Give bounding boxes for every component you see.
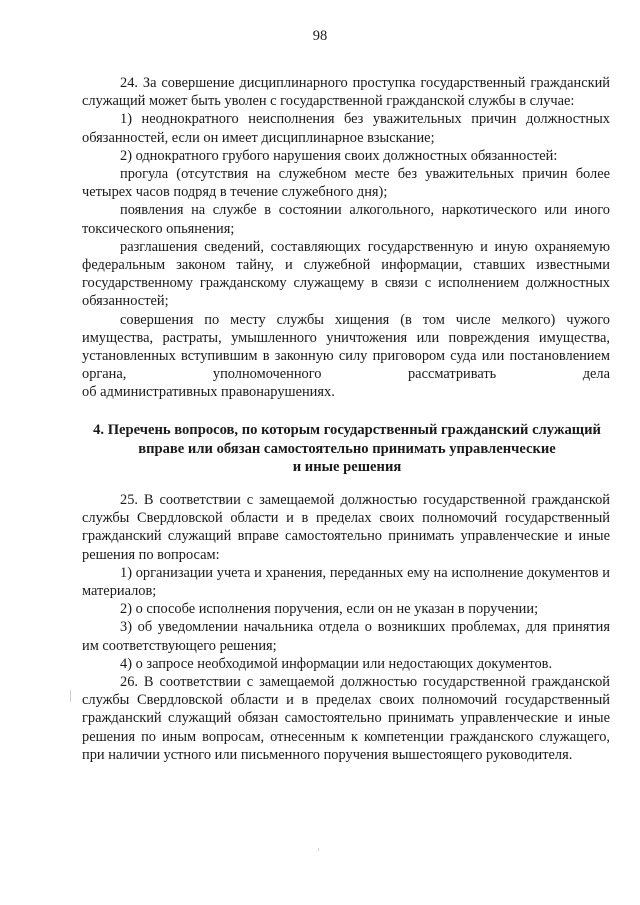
scan-mark [70, 690, 71, 702]
paragraph-24-item-truancy: прогула (отсутствия на служебном месте без уважительных причин более четырех часов подряд в течение служебного дня); [82, 166, 610, 201]
section-4-heading-line-3: и иные решения [292, 459, 402, 475]
paragraph-24-intro: 24. За совершение дисциплинарного проступка государственный гражданский служащий может быть уволен с государственной гражданской службы в случае: [82, 75, 610, 110]
paragraph-25-item-3: 3) об уведомлении начальника отдела о возникших проблемах, для принятия им соответствующего решения; [82, 619, 610, 654]
paragraph-25-item-4: 4) о запросе необходимой информации или недостающих документов. [120, 655, 553, 672]
page-number: 98 [312, 28, 328, 44]
scan-mark [318, 848, 319, 851]
section-24 [82, 74, 610, 402]
section-4-heading-line-1: 4. Перечень вопросов, по которым государственный гражданский служащий [93, 422, 601, 438]
paragraph-24-item-intoxication: появления на службе в состоянии алкогольного, наркотического или иного токсического опьянения; [82, 202, 610, 237]
paragraph-24-item-2: 2) однократного грубого нарушения своих должностных обязанностей: [120, 147, 558, 164]
paragraph-24-item-1: 1) неоднократного неисполнения без уважительных причин должностных обязанностей, если он имеет дисциплинарное взыскание; [82, 111, 610, 146]
paragraph-24-item-disclosure: разглашения сведений, составляющих государственную и иную охраняемую федеральным законом тайну, и служебной информации, ставших известными государственному гражданскому служащему в связи с исполнением должностных обязанностей; [82, 238, 610, 310]
paragraph-24-item-theft: совершения по месту службы хищения (в том числе мелкого) чужого имущества, растраты, умышленного уничтожения или повреждения имущества, установленных вступившим в законную силу приговором суда или постановлением органа, уполномоченного рассматривать дела [82, 311, 610, 383]
section-4-heading-line-2: вправе или обязан самостоятельно принимать управленческие [138, 440, 556, 457]
paragraph-25-item-1: 1) организации учета и хранения, переданных ему на исполнение документов и материалов; [82, 564, 610, 600]
section-25-26 [82, 491, 610, 764]
paragraph-25: 25. В соответствии с замещаемой должностью государственной гражданской службы Свердловской области и в пределах своих полномочий государственный гражданский служащий вправе самостоятельно принимать управленческие и иные решения по вопросам: [82, 492, 610, 563]
paragraph-25-item-2: 2) о способе исполнения поручения, если он не указан в поручении; [120, 601, 539, 618]
paragraph-26: 26. В соответствии с замещаемой должностью государственной гражданской службы Свердловской области и в пределах своих полномочий государственный гражданский служащий обязан самостоятельно принимать управленческие и иные решения по иным вопросам, отнесенным к компетенции гражданского служащего, при наличии устного или письменного поручения вышестоящего руководителя. [82, 674, 610, 763]
paragraph-24-tail: об административных правонарушениях. [82, 384, 335, 401]
section-4-heading [70, 421, 624, 477]
